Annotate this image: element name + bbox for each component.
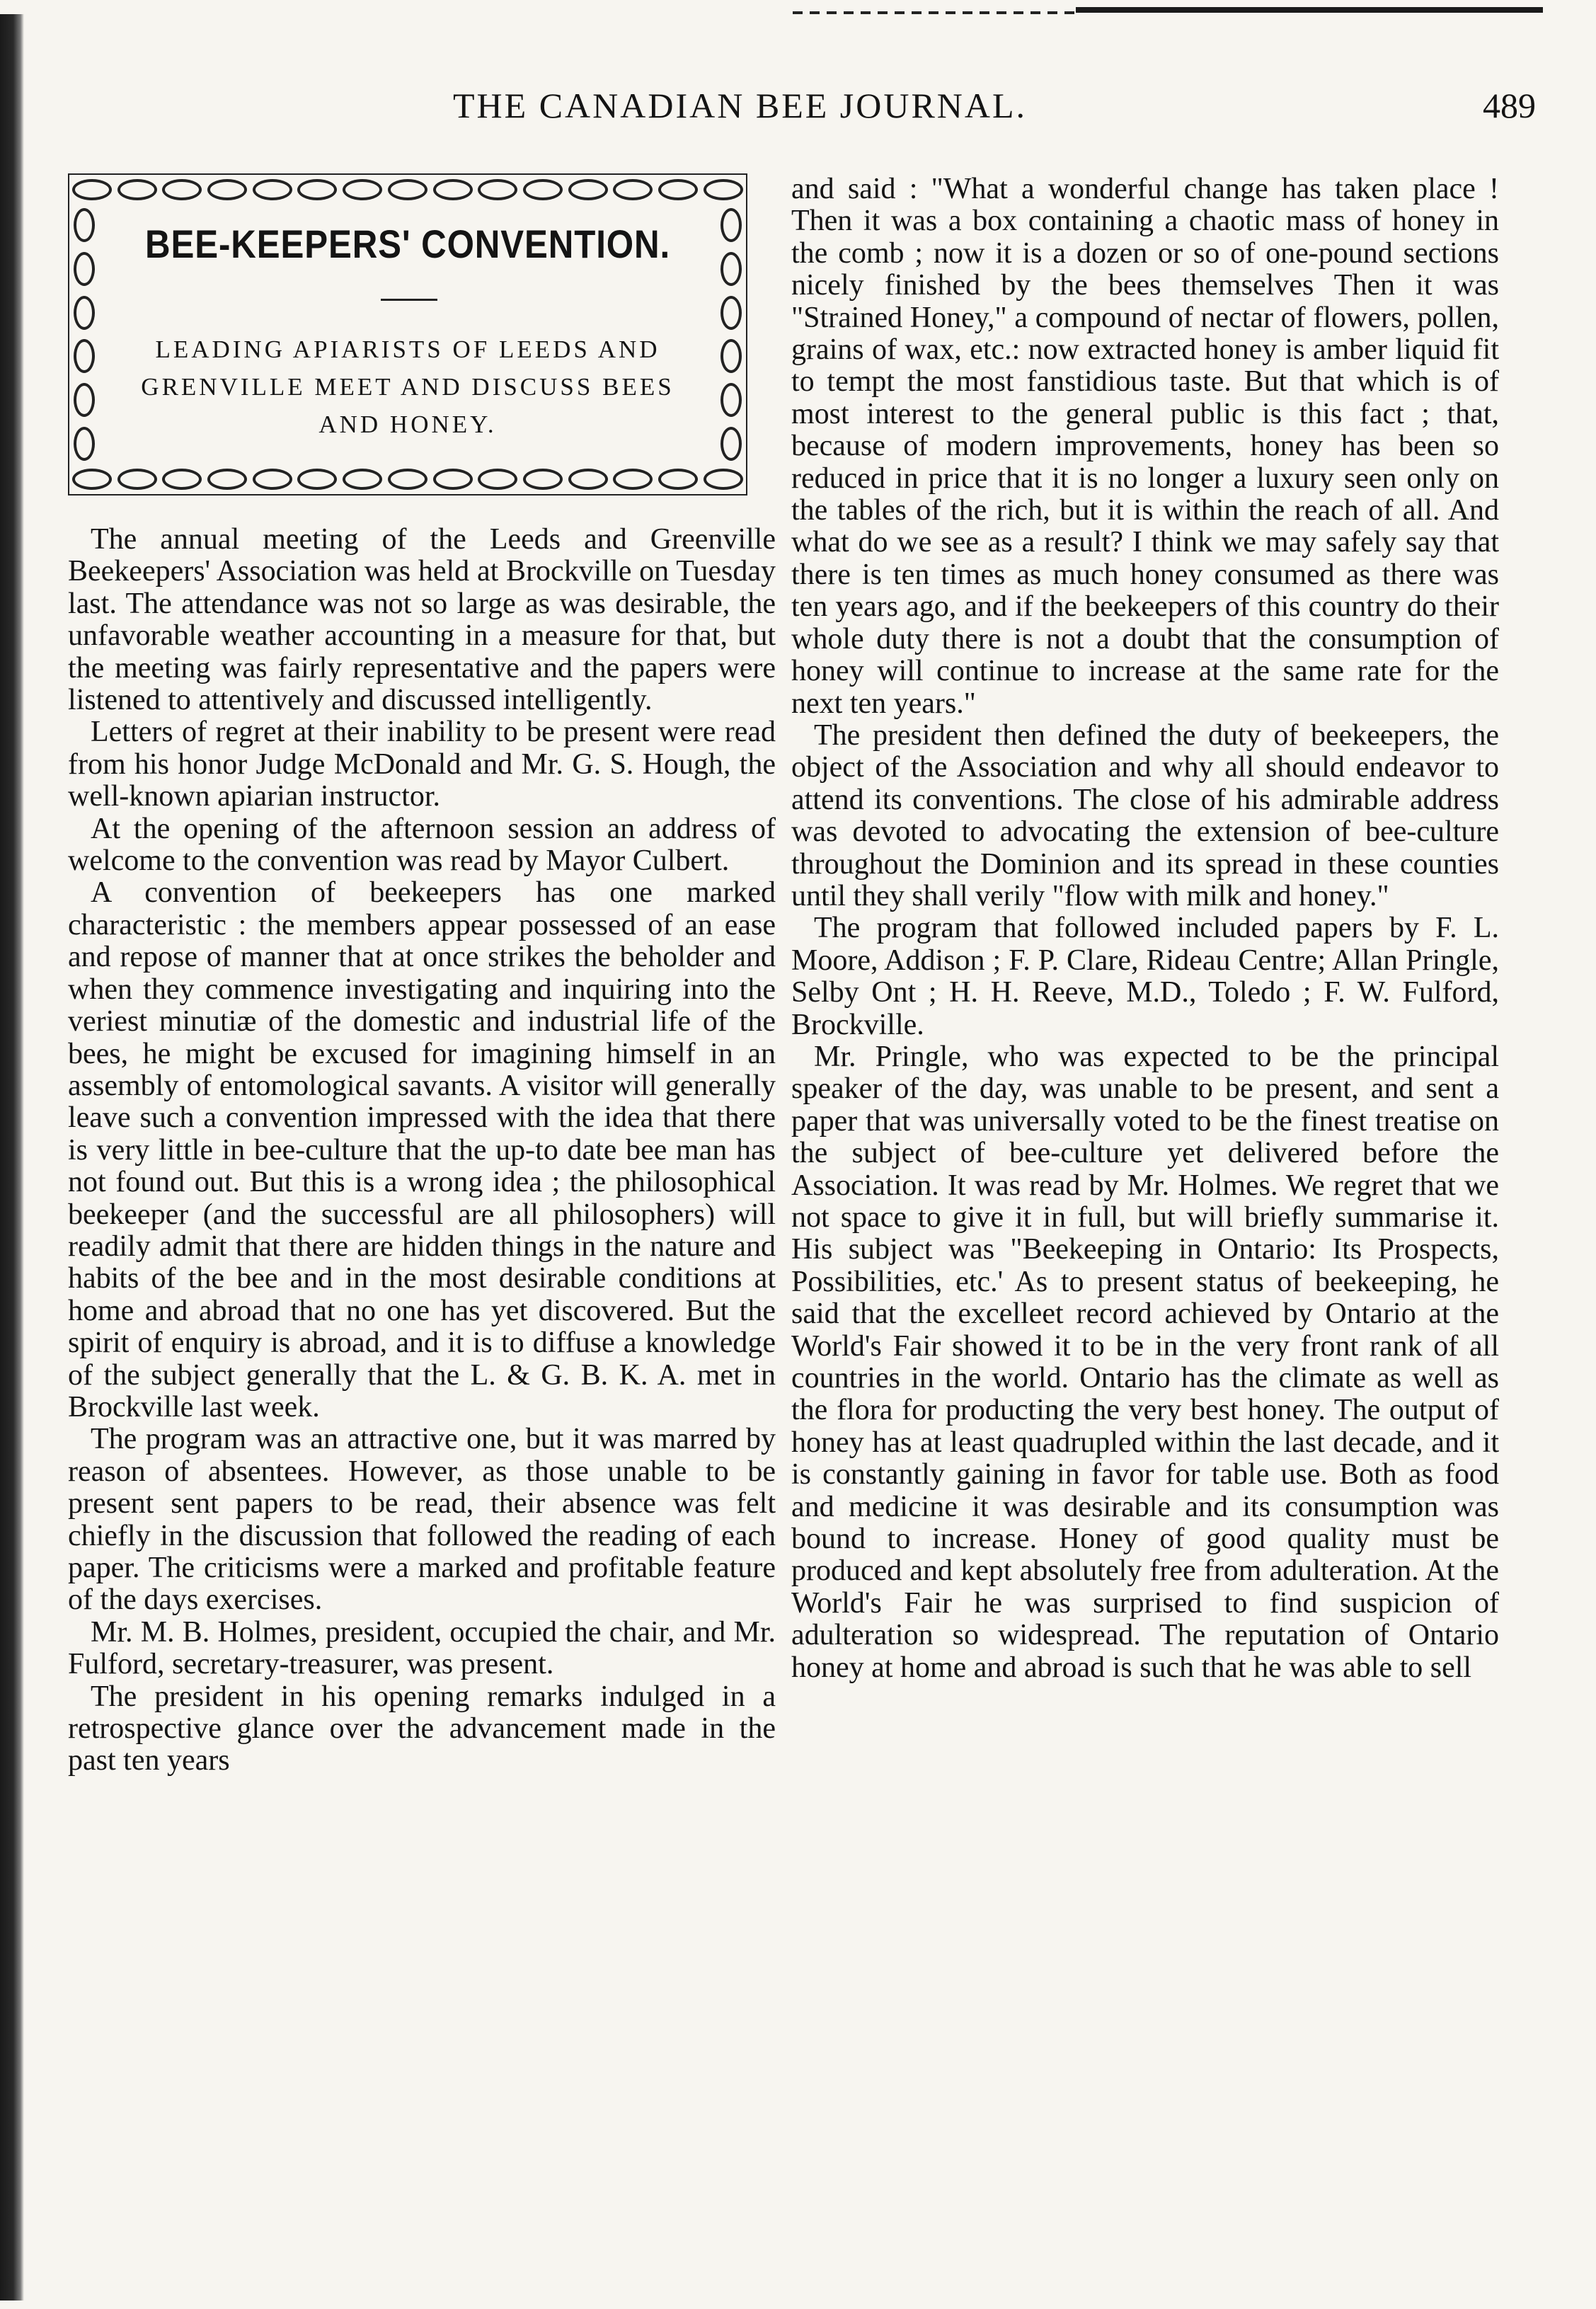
ornamental-border-left [72,203,96,466]
article-heading-box [68,173,747,495]
top-rule-solid [1076,7,1543,13]
paragraph: Mr. Pringle, who was expected to be the principal speaker of the day, was unable to be present, and sent a paper that was universally voted to be the finest treatise on the subject of bee-culture yet delivered before the Association. It was read by Mr. Holmes. We regret that we not space to give it in full, but will briefly summarise it. His subject was "Beekeeping in Ontario: Its Prospects, Possibilities, etc.' As to present status of beekeeping, he said that the excelleet record achieved by Ontario at the World's Fair showed it to be in the very front rank of all countries in the world. Ontario has the climate as well as the flora for producting the very best honey. The output of honey has at least quadrupled within the last decade, and it is constantly gaining in favor for table use. Both as food and medicine it was desirable and its consumption was bound to increase. Honey of good quality must be produced and kept absolutely free from adulteration. At the World's Fair he was surprised to find suspicion of adulteration so widespread. The reputation of Ontario honey at home and abroad is such that he was able to sell [791,1040,1499,1684]
paragraph: The program was an attractive one, but it was marred by reason of absentees. However, as those unable to be present sent papers to be read, their absence was felt chiefly in the discussion that followed the reading of each paper. The criticisms were a marked and profitable feature of the days exercises. [68,1423,776,1617]
paragraph: A convention of beekeepers has one marked characteristic : the members appear possessed of an ease and repose of manner that at once strikes the beholder and when they commence investigating and inquiring into the veriest minutiæ of the domestic and industrial life of the bees, he might be excused for imagining himself in an assembly of entomological savants. A visitor will generally leave such a convention impressed with the idea that there is very little in bee-culture that the up-to date bee man has not found out. But this is a wrong idea ; the philosophical beekeeper (and the successful are all philosophers) will readily admit that there are hidden things in the nature and habits of the bee and in the most desirable conditions at home and abroad that no one has yet discovered. But the spirit of enquiry is abroad, and it is to diffuse a knowledge of the subject generally that the L. & G. B. K. A. met in Brockville last week. [68,876,776,1423]
journal-title: THE CANADIAN BEE JOURNAL. [453,86,1028,125]
ornamental-border-right [719,203,743,466]
title-divider [381,299,437,301]
paragraph: The annual meeting of the Leeds and Greenville Beekeepers' Association was held at Brockville on Tuesday last. The attendance was not so large as was desirable, the unfavorable weather accounting in a measure for that, but the meeting was fairly representative and the papers were listened to attentively and discussed intelligently. [68,523,776,717]
paragraph: Mr. M. B. Holmes, president, occupied the chair, and Mr. Fulford, secretary-treasurer, was present. [68,1615,776,1681]
page-binding-edge [0,14,24,2301]
top-rule-dashed [793,11,1076,14]
paragraph: The president then defined the duty of beekeepers, the object of the Association and why all should endeavor to attend its conventions. The close of his admirable address was devoted to advocating the extension of bee-culture throughout the Dominion and its spread in these counties until they shall verily "flow with milk and honey." [791,718,1499,912]
page-number: 489 [1483,86,1536,125]
article-title: BEE-KEEPERS' CONVENTION. [144,222,671,266]
right-column [791,173,1499,1684]
ornamental-border-top [69,178,746,202]
ornamental-border-bottom [69,467,746,491]
paragraph: At the opening of the afternoon session an address of welcome to the convention was read by Mayor Culbert. [68,812,776,878]
article-subtitle: LEADING APIARISTS OF LEEDS AND GRENVILLE MEET AND DISCUSS BEES AND HONEY. [141,336,674,438]
paragraph: The program that followed included papers by F. L. Moore, Addison ; F. P. Clare, Rideau Centre; Allan Pringle, Selby Ont ; H. H. Reeve, M.D., Toledo ; F. W. Fulford, Brockville. [791,912,1499,1041]
left-column [68,524,776,1777]
paragraph: The president in his opening remarks indulged in a retrospective glance over the advancement made in the past ten years [68,1680,776,1777]
running-head [57,85,1536,134]
paragraph: and said : "What a wonderful change has taken place ! Then it was a box containing a chaotic mass of honey in the comb ; now it is a dozen or so of one-pound sections nicely finished by the bees themselves Then it was "Strained Honey," a compound of nectar of flowers, pollen, grains of wax, etc.: now extracted honey is amber liquid fit to tempt the most fanstidious taste. But that which is of most interest to the general public is this fact ; that, because of modern improvements, honey has been so reduced in price that it is no longer a luxury seen only on the tables of the rich, but it is within the reach of all. And what do we see as a result? I think we may safely say that there is ten times as much honey consumed as there was ten years ago, and if the beekeepers of this country do their whole duty there is not a doubt that the consumption of honey will continue to increase at the same rate for the next ten years." [791,173,1499,720]
paragraph: Letters of regret at their inability to be present were read from his honor Judge McDonald and Mr. G. S. Hough, the well-known apiarian instructor. [68,716,776,813]
